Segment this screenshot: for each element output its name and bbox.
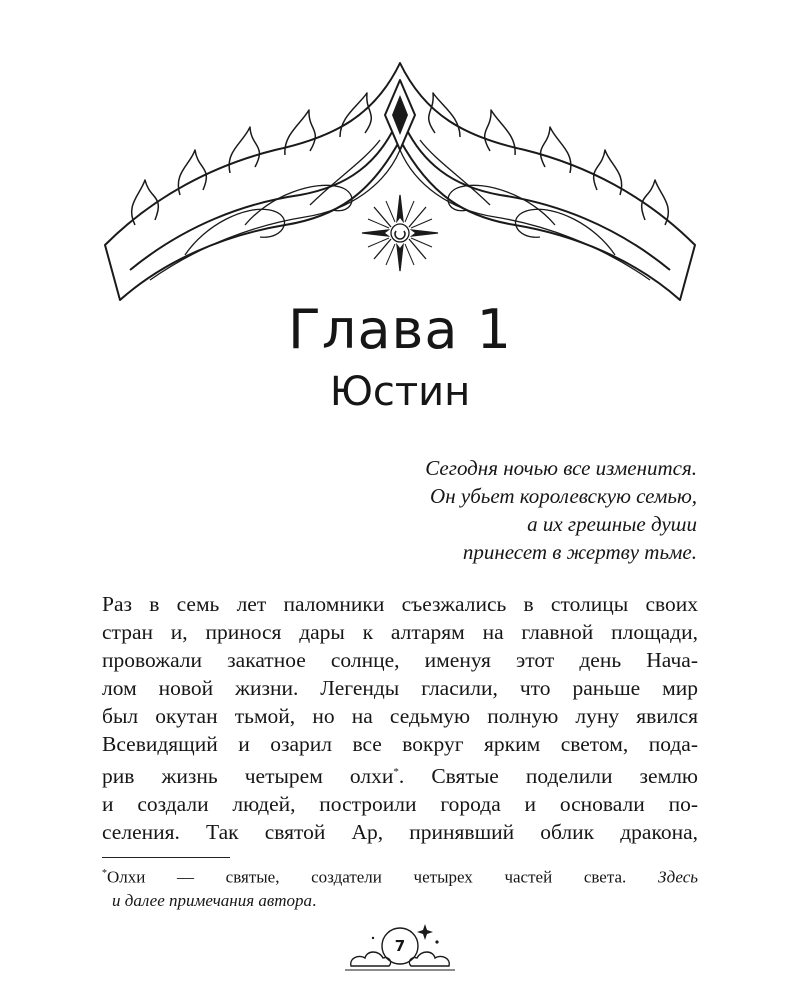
epigraph-line: а их грешные души <box>527 512 697 536</box>
epigraph <box>425 454 697 566</box>
body-line: был окутан тьмой, но на седьмую полную луну явился <box>102 704 698 728</box>
body-line: и создали людей, построили города и основали по- <box>102 792 698 817</box>
epigraph-line: Он убьет королевскую семью, <box>430 484 697 508</box>
footnote-end: . <box>312 890 317 910</box>
sun-icon <box>362 195 438 271</box>
body-paragraph <box>102 590 698 846</box>
body-line-start: рив жизнь четырем олхи <box>102 764 394 789</box>
footnote <box>102 862 698 912</box>
body-line: провожали закатное солнце, именуя этот день Нача- <box>102 648 698 672</box>
epigraph-line: Сегодня ночью все изменится. <box>425 456 697 480</box>
footnote-mark: * <box>102 868 107 879</box>
footnote-divider <box>102 857 230 858</box>
chapter-name: Юстин <box>329 369 471 415</box>
body-line: Всевидящий и озарил все вокруг ярким светом, пода- <box>102 732 698 756</box>
footnote-text: Олхи — святые, создатели четырех частей света. <box>107 867 627 887</box>
body-line: лом новой жизни. Легенды гласили, что раньше мир <box>102 676 698 700</box>
body-line <box>102 758 698 790</box>
body-line: селения. Так святой Ар, принявший облик дракона, <box>102 820 698 845</box>
body-line: стран и, принося дары к алтарям на главной площади, <box>102 620 698 644</box>
page-number: 7 <box>394 937 406 955</box>
footnote-marker[interactable]: * <box>393 766 399 778</box>
footnote-italic: Здесь <box>657 867 698 887</box>
footnote-italic: и далее примечания автора <box>112 890 313 910</box>
epigraph-line: принесет в жертву тьме. <box>462 540 697 564</box>
crown-ornament-icon <box>95 55 705 310</box>
footnote-line <box>102 889 698 912</box>
body-line-end: . Святые поделили землю <box>398 764 698 789</box>
footnote-line <box>102 862 698 889</box>
chapter-title: Глава 1 <box>288 298 512 361</box>
body-line: Раз в семь лет паломники съезжались в столицы своих <box>102 592 698 616</box>
